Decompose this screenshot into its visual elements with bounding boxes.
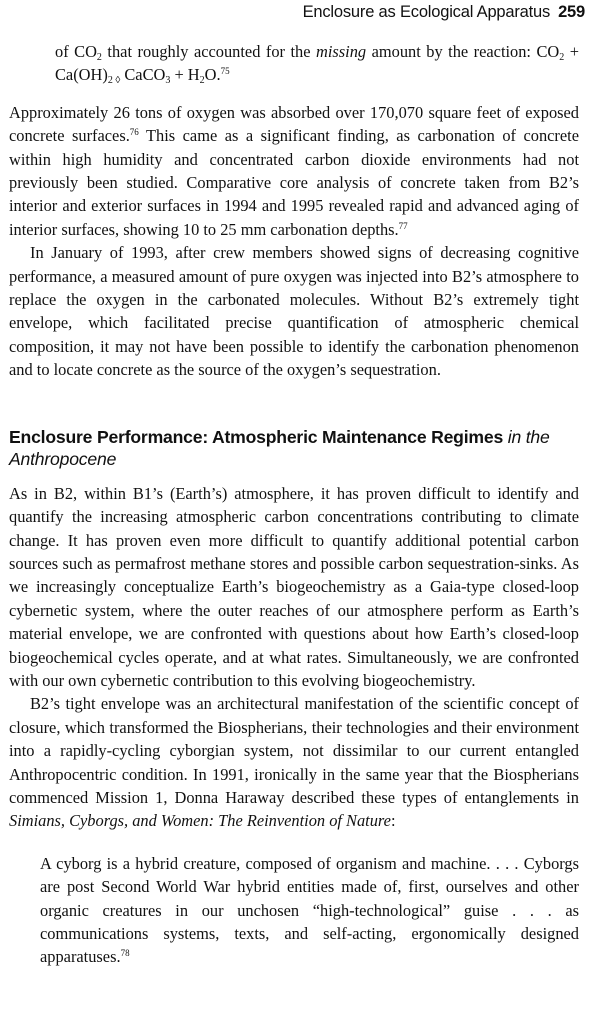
paragraph-oxygen-injection: In January of 1993, after crew members showed signs of decreasing cognitive performance, a measured amount of pure oxygen was injected into B2’s atmosphere to replace the oxygen in the carbonated molecules. Without B2’s extremely tight envelope, which facilitated precise quantification of atmospheric chemical composition, it may not have been possible to identify the carbonation phenomenon and to locate concrete as the source of the oxygen’s sequestration. — [9, 243, 579, 380]
text: : — [390, 811, 396, 831]
subscript: 3 — [165, 75, 171, 87]
paragraph-b1-atmosphere: As in B2, within B1’s (Earth’s) atmosphere, it has proven difficult to identify and quantify the increasing atmospheric carbon concentrations contributing to climate change. It has proven even more difficult to quantify additional potential carbon sources such as permafrost methane stores and possible carbon sequestration-sinks. As we increasingly conceptualize Earth’s biogeochemistry as a Gaia-type closed-loop cybernetic system, where the outer reaches of our atmosphere perform as Earth’s material envelope, we are confronted with questions about how Earth’s closed-loop biogeochemical cycles operate, and at what rates. Simultaneously, we are confronted with our own cybernetic contribution to this evolving biogeochemistry. — [9, 483, 579, 690]
text: + Ca(OH) — [55, 42, 580, 85]
text: + H — [170, 65, 200, 85]
text: B2’s tight envelope was an architectural manifestation of the scientific concept of closure, which transformed the Biospherians, their technologies and their environment into a rapidly-cycling cyborgian system, not dissimilar to our current entangled Anthropocentric condition. In 1991, ironically in the same year that the Biospherians commenced Mission 1, Donna Haraway described these types of entanglements in — [9, 694, 579, 807]
footnote-ref-75: 75 — [220, 66, 230, 77]
book-title: Simians, Cyborgs, and Women: The Reinvention of Nature — [9, 811, 391, 831]
page-number: 259 — [558, 3, 585, 21]
text: CaCO — [120, 65, 166, 85]
section-heading — [9, 426, 579, 470]
paragraph-equation — [9, 40, 579, 87]
emphasis: missing — [316, 42, 367, 61]
paragraph-tight-envelope — [9, 692, 579, 832]
footnote-ref-78: 78 — [120, 948, 130, 959]
subscript: 2 ◊ — [107, 75, 121, 87]
text: amount by the reaction: CO — [366, 42, 560, 61]
page-body — [9, 40, 579, 969]
quote-text: A cyborg is a hybrid creature, composed of organism and machine. . . . Cyborgs are post Second World War hybrid entities made of, first, ourselves and other organic creatures in our unchosen “high-technological” guise . . . as communications systems, texts, and self-acting, ergonomically designed apparatuses. — [40, 853, 579, 967]
subscript: 2 — [559, 52, 565, 63]
text: Approximately 26 tons of oxygen was absorbed over 170,070 square feet of exposed concrete surfaces. — [9, 102, 579, 146]
text: of CO — [55, 42, 97, 61]
footnote-ref-77: 77 — [398, 220, 408, 231]
paragraph-oxygen-absorbed — [9, 101, 579, 241]
text: that roughly accounted for the — [101, 42, 317, 61]
block-quote — [40, 852, 579, 969]
running-title: Enclosure as Ecological Apparatus — [302, 3, 551, 21]
text: This came as a significant finding, as carbonation of concrete within high humidity and concentrated carbon dioxide environments had not previously been studied. Comparative core analysis of concrete taken from B2’s interior and exterior surfaces in 1994 and 1995 revealed rapid and advanced aging of interior surfaces, showing 10 to 25 mm carbonation depths. — [9, 126, 579, 239]
text: O. — [204, 65, 221, 85]
subscript: 2 — [96, 52, 102, 63]
heading-main: Enclosure Performance: Atmospheric Maintenance Regimes — [9, 426, 508, 447]
heading-italic: in the Anthropocene — [9, 426, 550, 469]
footnote-ref-76: 76 — [129, 127, 139, 138]
subscript: 2 — [199, 75, 205, 87]
running-head — [303, 3, 585, 22]
